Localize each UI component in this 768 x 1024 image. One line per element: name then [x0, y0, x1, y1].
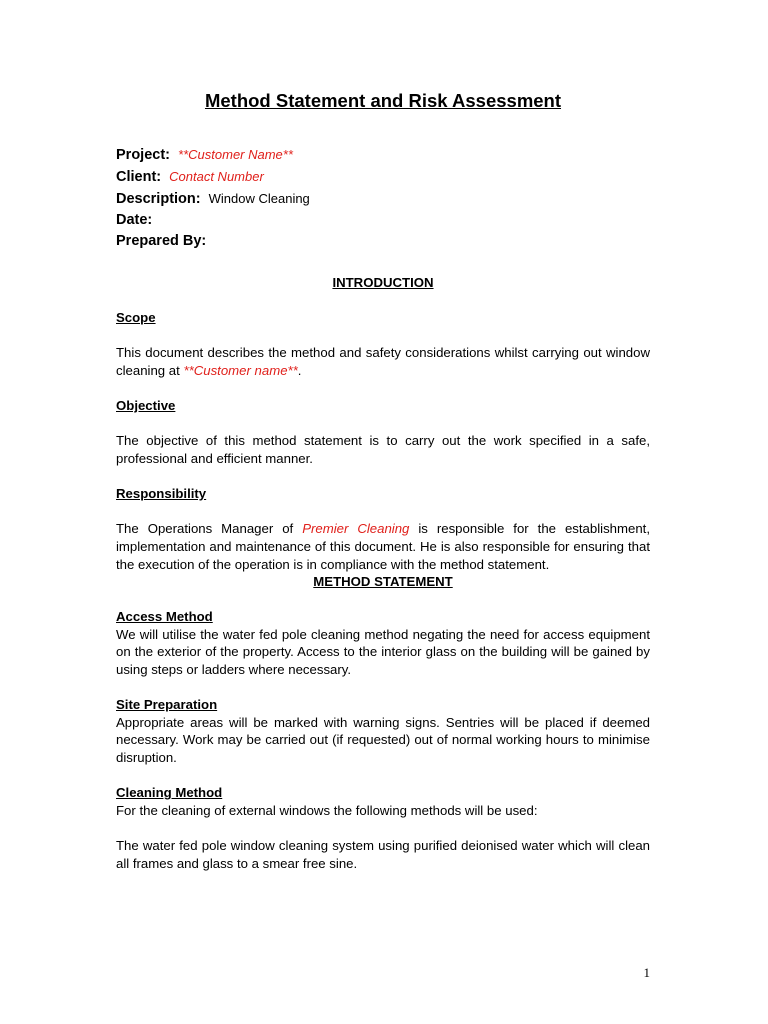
scope-text-end: . — [297, 362, 302, 378]
objective-paragraph: The objective of this method statement is to carry out the work specified in a safe, professional and efficient manner. — [116, 433, 650, 466]
access-method-heading: Access Method — [116, 609, 213, 625]
introduction-heading: INTRODUCTION — [332, 275, 434, 290]
method-statement-heading: METHOD STATEMENT — [313, 574, 453, 590]
scope-heading: Scope — [116, 310, 156, 326]
cleaning-method-heading: Cleaning Method — [116, 785, 223, 801]
meta-prepared-by — [116, 231, 650, 252]
site-preparation-heading: Site Preparation — [116, 697, 218, 713]
site-preparation-paragraph: Appropriate areas will be marked with warning signs. Sentries will be placed if deemed necessary. Work may be carried out (if requested) out of normal working hours to minimise disruption. — [116, 714, 650, 766]
cleaning-method-paragraph: The water fed pole window cleaning system using purified deionised water which will clean all frames and glass to a smear free sine. — [116, 838, 650, 871]
scope-paragraph — [116, 344, 650, 379]
meta-block — [116, 144, 650, 252]
responsibility-text: The Operations Manager of — [116, 521, 303, 537]
meta-description — [116, 188, 650, 210]
cleaning-method-intro: For the cleaning of external windows the following methods will be used: — [116, 802, 538, 818]
meta-date — [116, 210, 650, 231]
company-name: Premier Cleaning — [302, 521, 410, 537]
responsibility-text-end: is responsible for the establishment, implementation and maintenance of this document. He is also responsible for ensuring that the execution of the operation is in compliance with the method statement. — [116, 521, 650, 572]
document-title: Method Statement and Risk Assessment — [204, 90, 562, 111]
meta-client — [116, 166, 650, 188]
page-number: 1 — [643, 965, 650, 980]
prepared-by-label: Prepared By: — [116, 233, 207, 249]
access-method-paragraph: We will utilise the water fed pole cleaning method negating the need for access equipment on the exterior of the property. Access to the interior glass on the building will be gained by using steps or ladders where necessary. — [116, 626, 650, 678]
responsibility-paragraph — [116, 520, 650, 573]
description-value: Window Cleaning — [208, 191, 310, 206]
document-page — [116, 88, 650, 872]
client-value: Contact Number — [169, 169, 264, 184]
meta-project — [116, 144, 650, 166]
responsibility-heading: Responsibility — [116, 486, 207, 502]
objective-heading: Objective — [116, 398, 176, 414]
description-label: Description: — [116, 191, 201, 207]
project-value: **Customer Name** — [178, 147, 293, 162]
scope-text: This document describes the method and safety considerations whilst carrying out window cleaning at — [116, 345, 650, 378]
scope-customer-name: **Customer name** — [183, 362, 298, 378]
date-label: Date: — [116, 212, 153, 228]
project-label: Project: — [116, 147, 170, 163]
client-label: Client: — [116, 169, 162, 185]
